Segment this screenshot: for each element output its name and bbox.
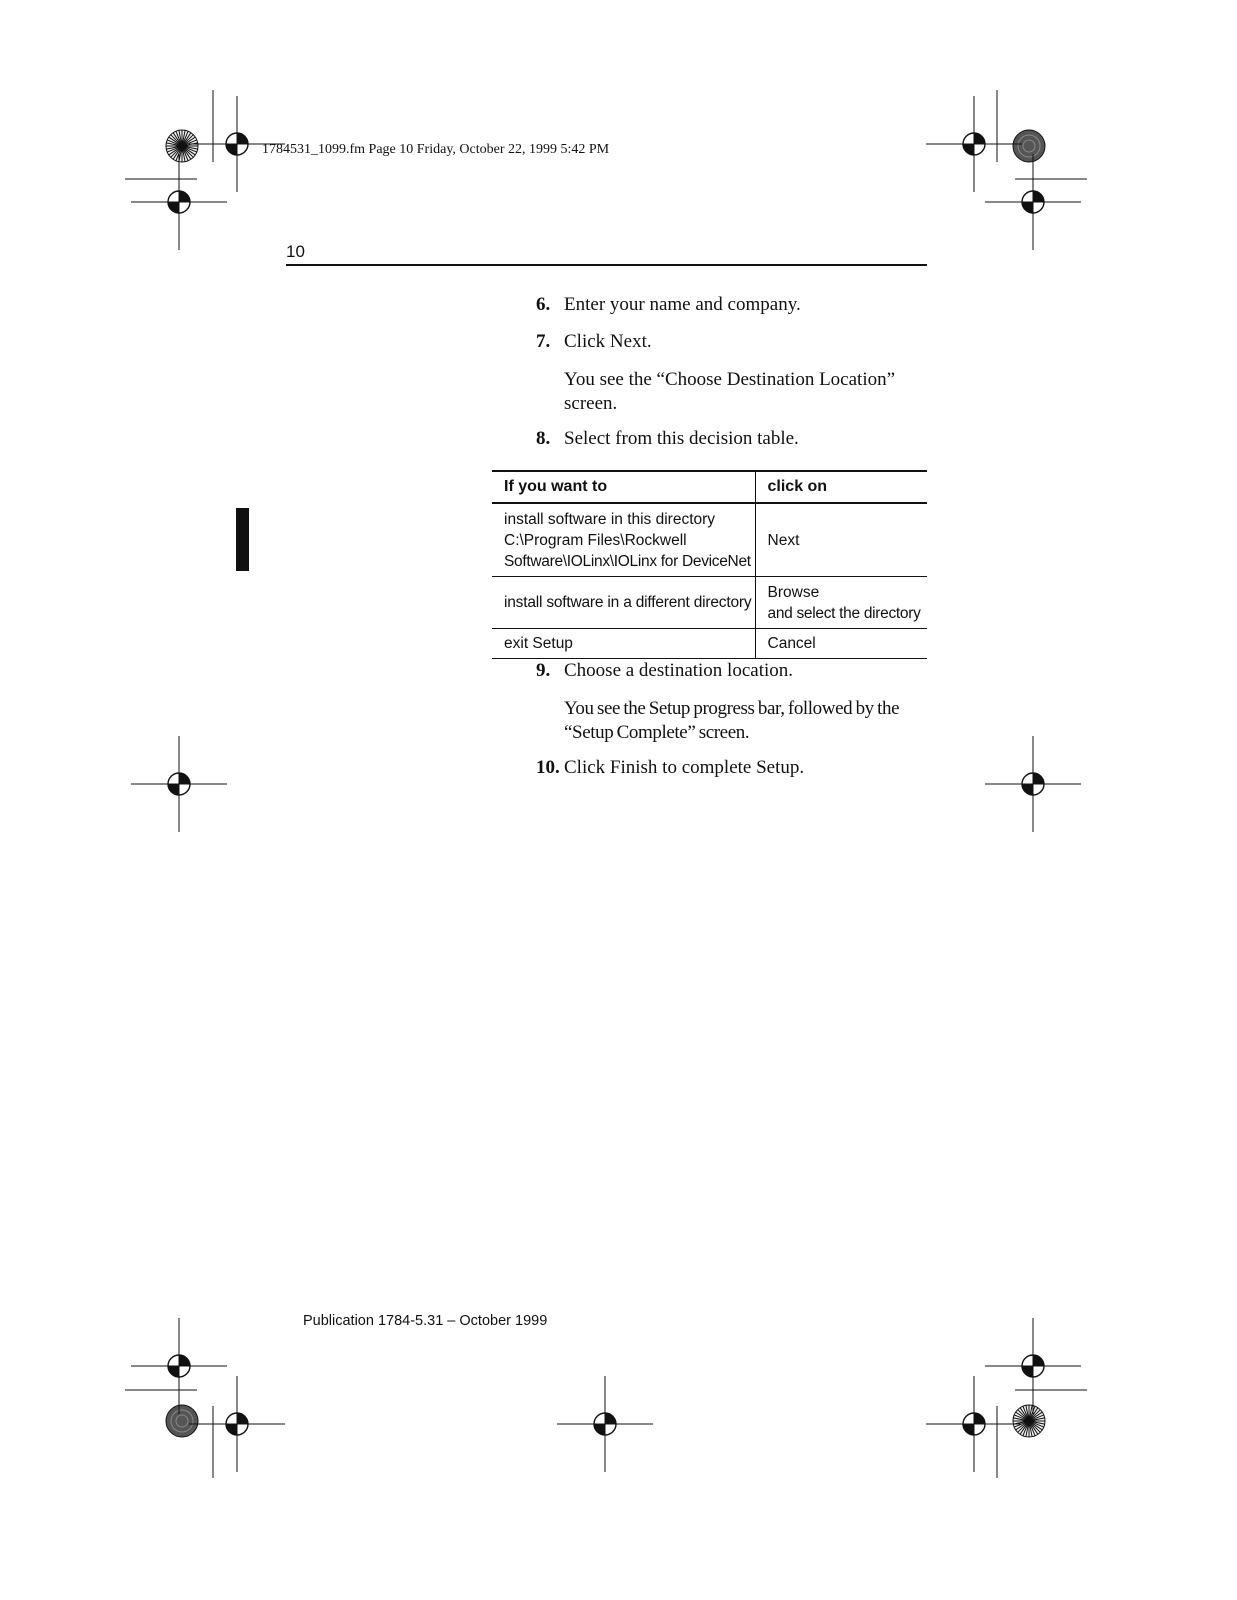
step-text: Click Finish to complete Setup. [564,757,805,778]
step-number: 10. [536,757,560,778]
table-row [492,629,927,659]
table-row [492,503,927,577]
step-text: Click Next. [564,331,652,352]
table-cell: Cancel [755,629,927,659]
publication-footer: Publication 1784-5.31 – October 1999 [303,1313,548,1329]
file-slug: 1784531_1099.fm Page 10 Friday, October 22, 1999 5:42 PM [262,142,610,157]
column-header: click on [755,471,927,503]
table-cell: install software in this directory C:\Program Files\Rockwell Software\IOLinx\IOLinx for DeviceNet [492,503,755,577]
step-number: 6. [536,294,551,315]
table-cell: install software in a different directory [492,577,755,629]
step-number: 9. [536,660,551,681]
step-text: Select from this decision table. [564,428,799,449]
table-header-row [492,471,927,503]
step-number: 8. [536,428,551,449]
change-bar [236,508,249,571]
step-text: Enter your name and company. [564,294,801,315]
page-number: 10 [286,242,305,261]
table-cell: Next [755,503,927,577]
table-row [492,577,927,629]
table-cell: exit Setup [492,629,755,659]
step-9-note: You see the Setup progress bar, followed by the “Setup Complete” screen. [564,698,900,743]
decision-table [492,470,927,659]
column-header: If you want to [492,471,755,503]
step-text: Choose a destination location. [564,660,794,681]
step-7-note: You see the “Choose Destination Location” screen. [564,369,896,414]
table-cell: Browse and select the directory [755,577,927,629]
header-rule [286,264,927,266]
step-number: 7. [536,331,551,352]
